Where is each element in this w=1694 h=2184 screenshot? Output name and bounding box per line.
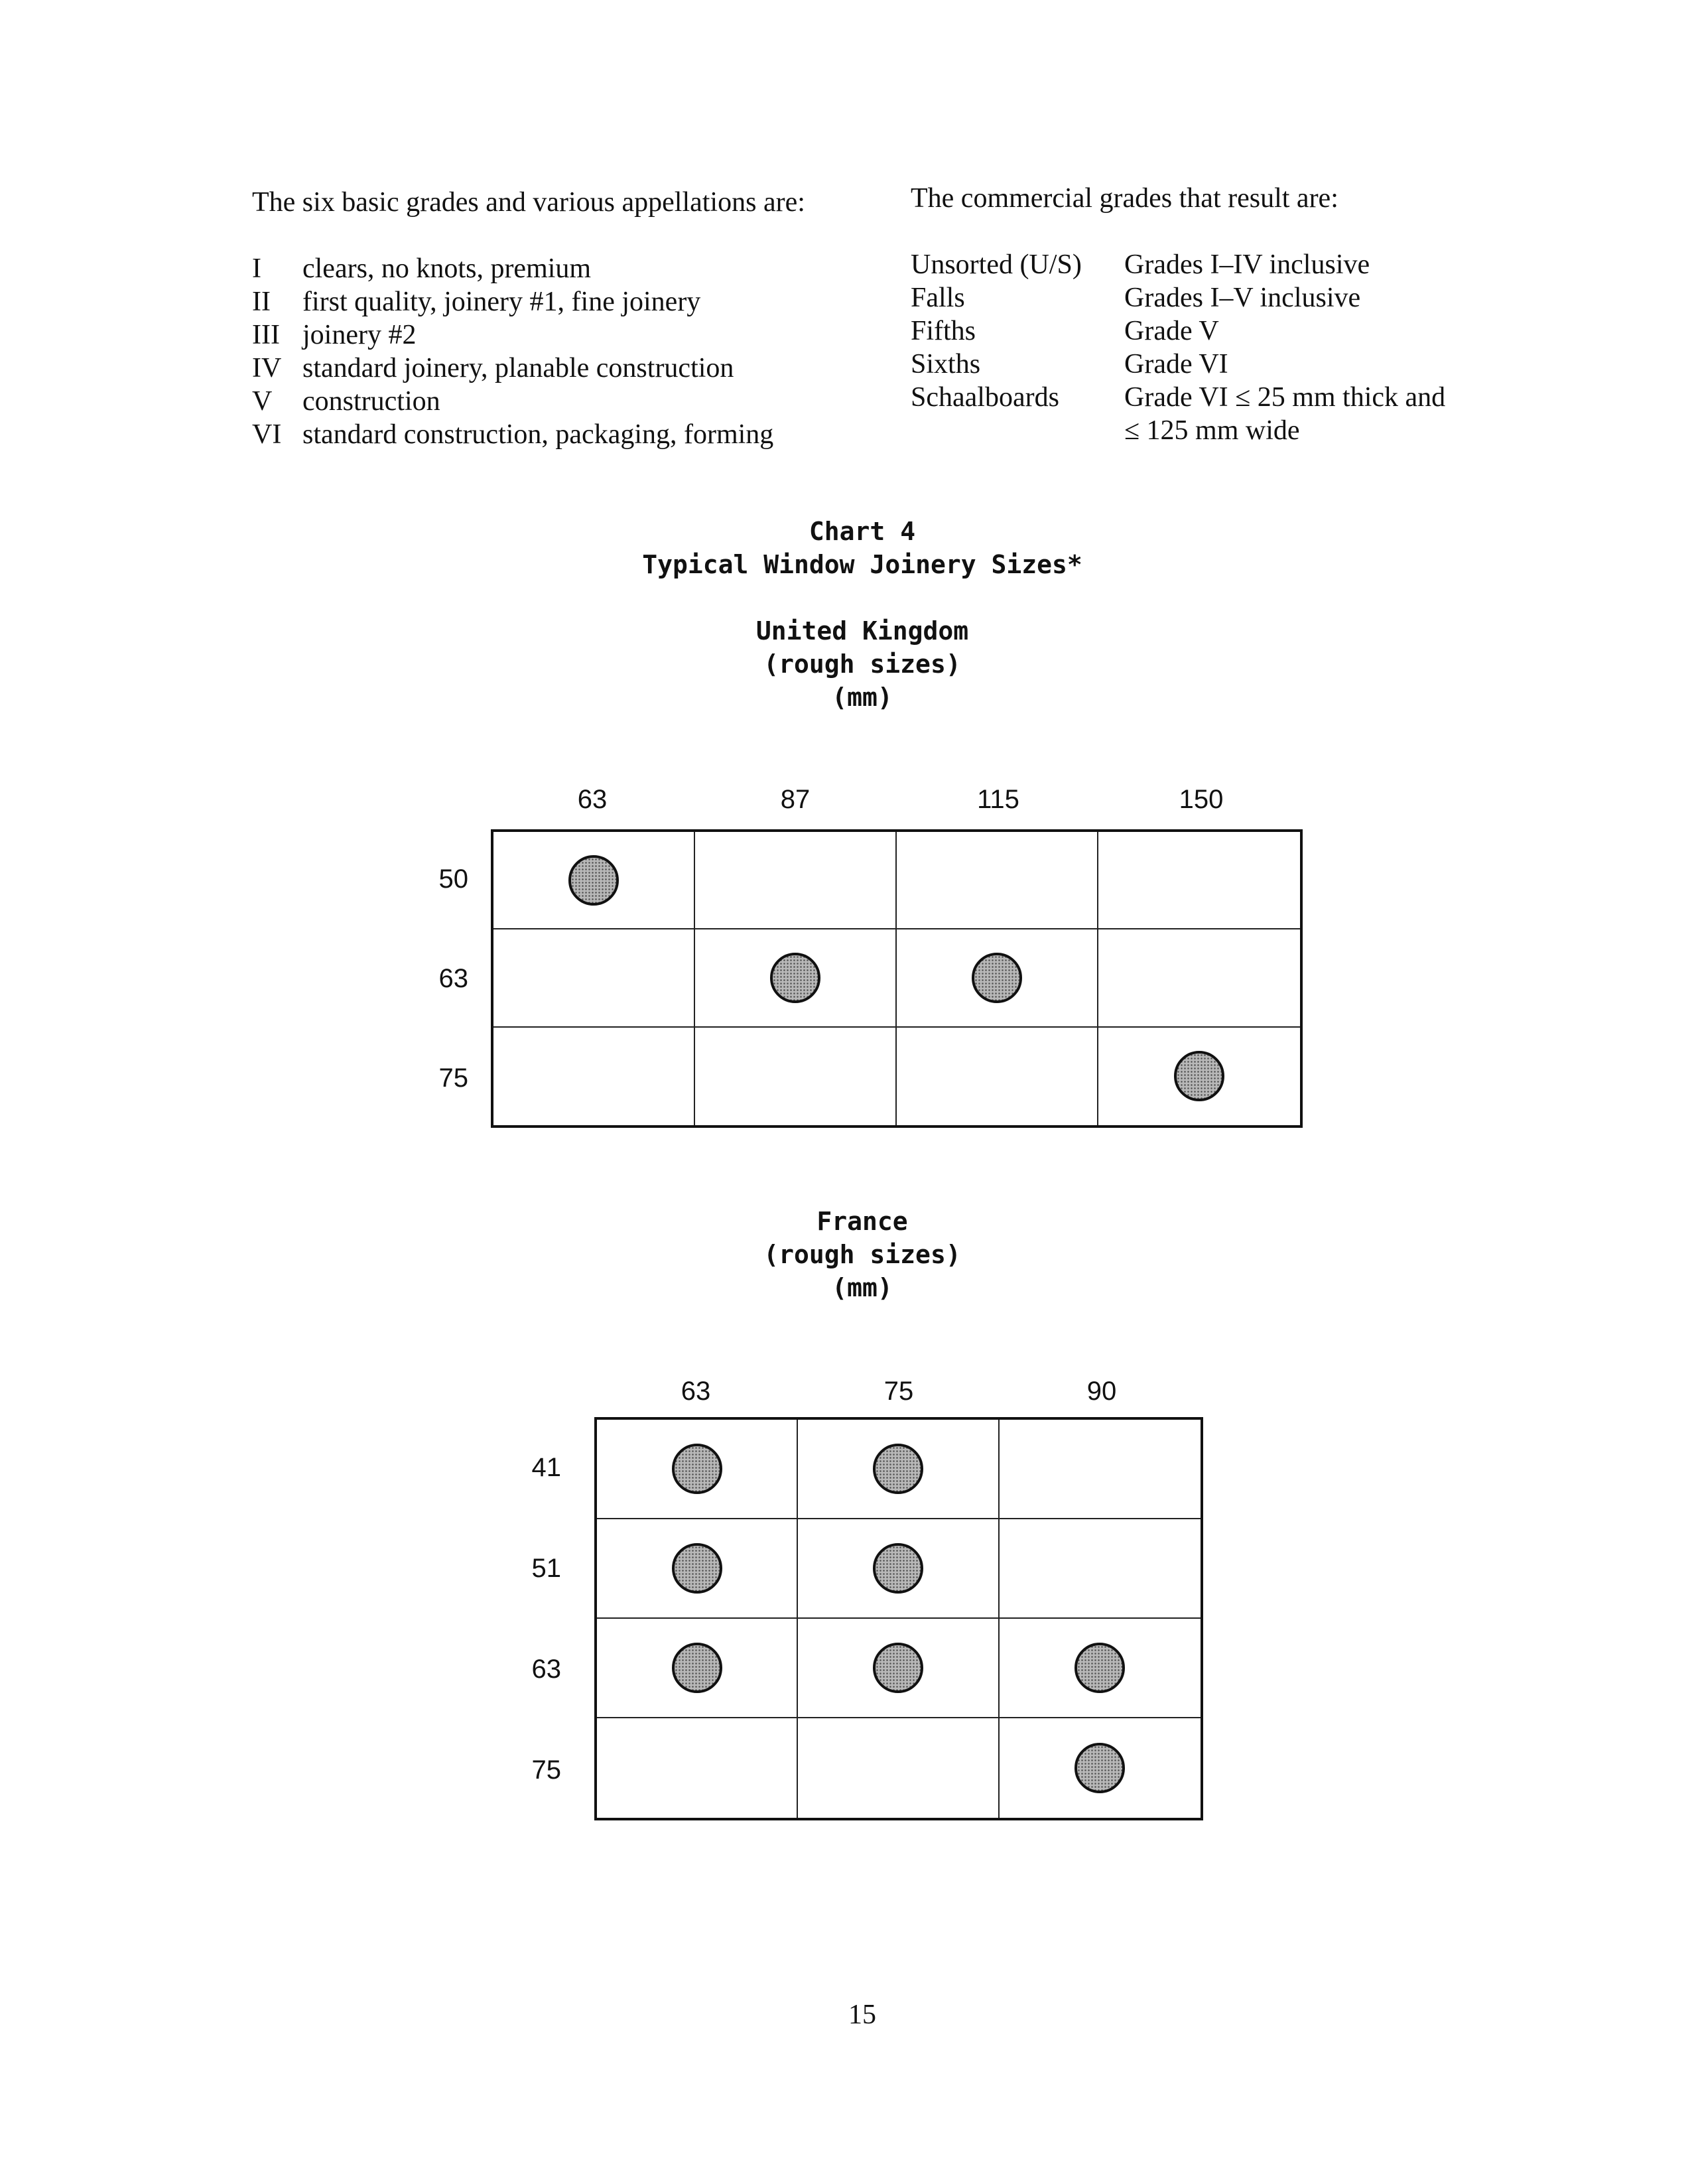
uk-subtitle: (rough sizes)	[763, 649, 961, 679]
list-item	[911, 348, 1445, 381]
commercial-grade-value: Grades I–V inclusive	[1124, 283, 1361, 313]
chart-title: Typical Window Joinery Sizes*	[642, 550, 1082, 579]
basic-grades-list	[252, 252, 773, 451]
uk-size-marker	[1174, 1051, 1224, 1101]
uk-grid-cell	[695, 1028, 897, 1125]
france-grid-cell	[1000, 1519, 1201, 1619]
commercial-grade-value: ≤ 125 mm wide	[1124, 415, 1300, 446]
grade-description: joinery #2	[302, 320, 417, 350]
grade-numeral: V	[252, 386, 273, 417]
uk-title: United Kingdom	[755, 616, 969, 646]
grade-description: standard joinery, planable construction	[302, 353, 734, 383]
list-item	[911, 414, 1445, 447]
france-column-header: 63	[681, 1377, 711, 1406]
uk-column-header: 63	[577, 785, 608, 814]
grade-description: standard construction, packaging, forming	[302, 419, 774, 450]
france-units: (mm)	[832, 1273, 893, 1302]
uk-column-header: 150	[1179, 785, 1224, 814]
france-subtitle: (rough sizes)	[763, 1240, 961, 1269]
list-item	[252, 418, 773, 451]
commercial-grade-name: Schaalboards	[911, 382, 1059, 413]
france-size-marker	[873, 1444, 923, 1494]
france-grid-cell	[1000, 1619, 1201, 1718]
uk-grid-cell	[897, 1028, 1098, 1125]
grade-numeral: II	[252, 287, 271, 317]
list-item	[911, 381, 1445, 414]
uk-size-marker	[972, 953, 1022, 1003]
france-size-marker	[1075, 1643, 1125, 1693]
france-size-marker	[873, 1643, 923, 1693]
commercial-grade-name: Fifths	[911, 316, 976, 346]
france-grid-cell	[1000, 1420, 1201, 1519]
uk-column-header: 115	[977, 785, 1019, 814]
uk-grid-cell	[1098, 1028, 1300, 1125]
uk-grid-cell	[897, 929, 1098, 1027]
uk-grid-cell	[493, 929, 695, 1027]
grade-numeral: I	[252, 253, 261, 284]
france-grid-cell	[798, 1619, 999, 1718]
uk-grid-cell	[695, 929, 897, 1027]
france-size-marker	[672, 1543, 722, 1594]
france-size-marker	[672, 1643, 722, 1693]
list-item	[911, 281, 1445, 314]
basic-grades-heading: The six basic grades and various appellations are:	[252, 187, 805, 218]
commercial-grade-name: Unsorted (U/S)	[911, 249, 1082, 280]
list-item	[252, 385, 773, 418]
uk-grid-cell	[695, 832, 897, 929]
grade-description: construction	[302, 386, 440, 417]
france-row-header: 51	[531, 1554, 561, 1583]
france-grid-cell	[798, 1718, 999, 1818]
grade-description: first quality, joinery #1, fine joinery	[302, 287, 701, 317]
commercial-grade-name: Falls	[911, 283, 965, 313]
uk-size-marker	[568, 855, 619, 906]
commercial-grades-list	[911, 248, 1445, 447]
list-item	[252, 252, 773, 285]
france-grid-cell	[798, 1519, 999, 1619]
france-column-header: 75	[883, 1377, 914, 1406]
chart-number: Chart 4	[809, 517, 916, 546]
list-item	[911, 314, 1445, 348]
commercial-grade-value: Grade VI ≤ 25 mm thick and	[1124, 382, 1446, 413]
france-grid-cell	[597, 1420, 798, 1519]
list-item	[252, 318, 773, 352]
france-grid-cell	[597, 1718, 798, 1818]
france-grid-cell	[1000, 1718, 1201, 1818]
commercial-grade-name	[911, 414, 1124, 447]
france-size-marker	[672, 1444, 722, 1494]
france-row-header: 41	[531, 1453, 561, 1482]
commercial-grades-heading: The commercial grades that result are:	[911, 183, 1338, 214]
france-size-marker	[873, 1543, 923, 1594]
commercial-grade-value: Grades I–IV inclusive	[1124, 249, 1370, 280]
commercial-grade-value: Grade VI	[1124, 349, 1228, 379]
list-item	[252, 285, 773, 318]
france-size-marker	[1075, 1743, 1125, 1793]
france-grid-cell	[597, 1619, 798, 1718]
uk-size-marker	[770, 953, 820, 1003]
list-item	[911, 248, 1445, 281]
uk-row-header: 63	[438, 964, 468, 993]
list-item	[252, 352, 773, 385]
uk-grid-cell	[897, 832, 1098, 929]
grade-numeral: III	[252, 320, 280, 350]
france-row-header: 63	[531, 1655, 561, 1684]
france-row-header: 75	[531, 1755, 561, 1785]
uk-row-header: 75	[438, 1063, 468, 1093]
france-title: France	[816, 1207, 908, 1236]
page-number: 15	[848, 2000, 876, 2030]
uk-grid-cell	[1098, 929, 1300, 1027]
grade-description: clears, no knots, premium	[302, 253, 592, 284]
france-grid-cell	[798, 1420, 999, 1519]
france-grid-cell	[597, 1519, 798, 1619]
commercial-grade-name: Sixths	[911, 349, 981, 379]
grade-numeral: VI	[252, 419, 282, 450]
uk-units: (mm)	[832, 683, 893, 712]
uk-grid	[491, 829, 1303, 1128]
uk-row-header: 50	[438, 864, 468, 894]
france-column-header: 90	[1086, 1377, 1117, 1406]
france-grid	[594, 1417, 1203, 1820]
commercial-grade-value: Grade V	[1124, 316, 1219, 346]
uk-grid-cell	[493, 1028, 695, 1125]
grade-numeral: IV	[252, 353, 282, 383]
uk-grid-cell	[493, 832, 695, 929]
uk-grid-cell	[1098, 832, 1300, 929]
uk-column-header: 87	[780, 785, 811, 814]
